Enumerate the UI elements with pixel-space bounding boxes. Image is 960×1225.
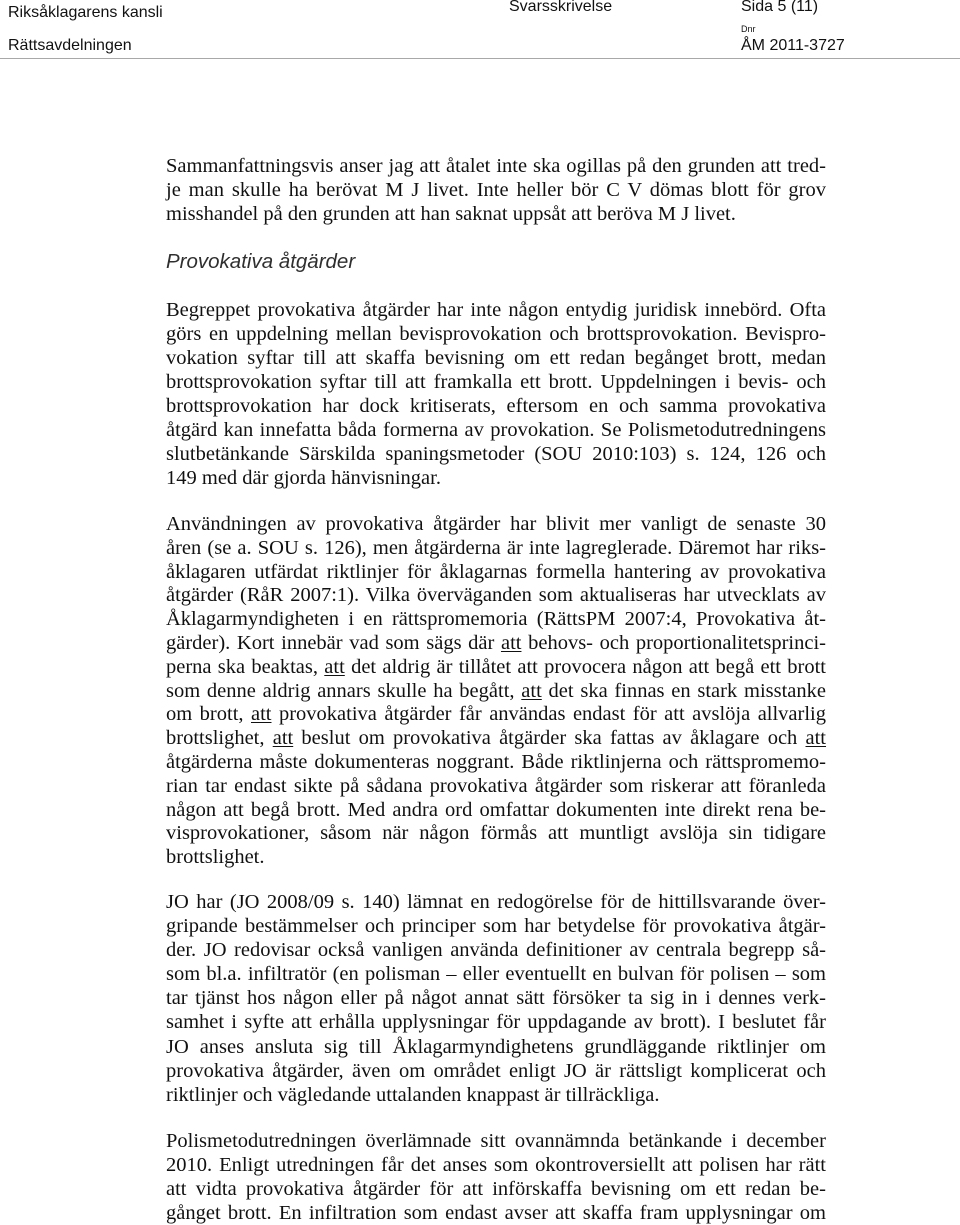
text-segment: JO anses ansluta sig till Åklagarmyndighetens grundläggande riktlinjer om [166, 1035, 826, 1058]
text-segment: provokativa åtgärder får användas endast för att avslöja allvarlig [271, 703, 826, 726]
underlined-word: att [500, 631, 522, 654]
text-segment: brottslighet. [166, 846, 265, 869]
text-segment: 2010. Enligt utredningen får det anses som okontroversiellt att polisen har rätt [166, 1154, 826, 1176]
paragraph [166, 298, 826, 490]
text-segment: gripande bestämmelser och principer som har betydelse för provokativa åtgär- [166, 915, 826, 938]
text-line [166, 202, 826, 226]
text-segment: 149 med där gjorda hänvisningar. [166, 467, 441, 489]
text-line [166, 799, 826, 823]
text-line [166, 418, 826, 442]
text-segment: som bl.a. infiltratör (en polisman – eller eventuellt en bulvan för polisen – som [166, 963, 826, 986]
department-name: Rättsavdelningen [8, 37, 132, 54]
text-line [166, 346, 826, 370]
underlined-word: att [272, 727, 294, 750]
text-line [166, 1177, 826, 1201]
text-segment: vokation syftar till att skaffa bevisning om ett redan begånget brott, medan [166, 347, 826, 369]
text-line [166, 1083, 826, 1107]
text-segment: någon att begå brott. Med andra ord omfattar dokumenten inte direkt rena be- [166, 798, 826, 821]
text-line [166, 1010, 826, 1034]
text-line [166, 656, 826, 680]
section-heading: Provokativa åtgärder [166, 250, 356, 273]
text-segment: gärder). Kort innebär vad som sägs där [166, 631, 501, 654]
text-line [166, 632, 826, 656]
text-line [166, 442, 826, 466]
text-segment: rian tar endast sikte på sådana provokativa åtgärder som riskerar att föranleda [166, 774, 826, 797]
text-segment: je man skulle ha berövat M J livet. Inte heller bör C V dömas blott för grov [166, 179, 826, 201]
text-segment: görs en uppdelning mellan bevisprovokation och brottsprovokation. Bevispro- [166, 323, 826, 345]
text-segment: perna ska beaktas, [166, 655, 325, 678]
underlined-word: att [324, 655, 345, 678]
text-segment: Användningen av provokativa åtgärder har blivit mer vanligt de senaste 30 [166, 513, 826, 535]
paragraph [166, 154, 826, 226]
text-line [166, 890, 826, 914]
text-segment: åren (se a. SOU s. 126), men åtgärderna är inte lagreglerade. Däremot har riks- [166, 536, 826, 559]
text-line [166, 608, 826, 632]
underlined-word: att [521, 679, 542, 702]
text-line [166, 513, 826, 537]
organization-name: Riksåklagarens kansli [8, 4, 163, 21]
text-line [166, 537, 826, 561]
document-type: Svarsskrivelse [509, 0, 613, 15]
text-line [166, 775, 826, 799]
text-segment: Polismetodutredningen överlämnade sitt ovannämnda betänkande i december [166, 1130, 826, 1152]
text-segment: om brott, [166, 703, 251, 726]
text-segment: JO har (JO 2008/09 s. 140) lämnat en redogörelse för de hittillsvarande över- [166, 891, 826, 913]
text-segment: Åklagarmyndigheten i en rättspromemoria (RättsPM 2007:4, Provokativa åt- [166, 608, 826, 631]
text-line [166, 154, 826, 178]
text-segment: åtgärderna måste dokumenteras noggrant. Både riktlinjerna och rättspromemo- [166, 750, 826, 773]
text-line [166, 727, 826, 751]
text-segment: det ska finnas en stark misstanke [541, 679, 826, 702]
text-line [166, 584, 826, 608]
text-segment: provokativa åtgärder, även om området enligt JO är rättsligt komplicerat och [166, 1059, 826, 1082]
paragraph [166, 890, 826, 1107]
text-line [166, 986, 826, 1010]
paragraph [166, 513, 826, 870]
text-line [166, 1059, 826, 1083]
text-line [166, 1129, 826, 1153]
text-line [166, 938, 826, 962]
text-segment: behovs- och proportionalitetsprinci- [521, 631, 826, 654]
text-segment: åtgärder (RåR 2007:1). Vilka överväganden som aktualiseras har utvecklats av [166, 584, 826, 607]
text-line [166, 466, 826, 490]
text-line [166, 680, 826, 704]
text-line [166, 298, 826, 322]
text-line [166, 1153, 826, 1177]
text-segment: slutbetänkande Särskilda spaningsmetoder (SOU 2010:103) s. 124, 126 och [166, 443, 826, 465]
text-segment: Begreppet provokativa åtgärder har inte någon entydig juridisk innebörd. Ofta [166, 299, 826, 321]
text-line [166, 914, 826, 938]
header-divider [0, 58, 960, 59]
text-line [166, 962, 826, 986]
text-segment: riktlinjer och vägledande uttalanden knappast är tillräckliga. [166, 1083, 660, 1106]
text-segment: åtgärd kan innefatta båda formerna av provokation. Se Polismetodutredningens [166, 419, 826, 441]
text-line [166, 751, 826, 775]
text-line [166, 703, 826, 727]
text-segment: gånget brott. En infiltration som endast avser att skaffa fram upplysningar om [166, 1202, 826, 1224]
text-segment: brottslighet, [166, 727, 273, 750]
dnr-label: Dnr [741, 24, 756, 34]
text-line [166, 394, 826, 418]
text-segment: der. JO redovisar också vanligen använda definitioner av centrala begrepp så- [166, 939, 826, 962]
text-segment: att vidta provokativa åtgärder för att införskaffa bevisning om ett redan be- [166, 1178, 826, 1200]
text-line [166, 822, 826, 846]
text-segment: beslut om provokativa åtgärder ska fattas av åklagare och [293, 727, 806, 750]
text-line [166, 370, 826, 394]
text-line [166, 1035, 826, 1059]
dnr-number: ÅM 2011-3727 [741, 37, 845, 54]
text-segment: visprovokationer, såsom när någon förmås att muntligt avslöja sin tidigare [166, 822, 826, 845]
text-segment: som denne aldrig annars skulle ha begått, [166, 679, 522, 702]
text-segment: brottsprovokation syftar till att framkalla ett brott. Uppdelningen i bevis- och [166, 371, 826, 393]
text-segment: Sammanfattningsvis anser jag att åtalet inte ska ogillas på den grunden att tred- [166, 155, 826, 177]
underlined-word: att [805, 727, 827, 750]
text-segment: brottsprovokation har dock kritiserats, eftersom en och samma provokativa [166, 395, 826, 417]
paragraph [166, 1129, 826, 1225]
text-segment: det aldrig är tillåtet att provocera någon att begå ett brott [344, 655, 826, 678]
page-number: Sida 5 (11) [741, 0, 819, 15]
text-line [166, 178, 826, 202]
text-line [166, 846, 826, 870]
text-line [166, 561, 826, 585]
text-line [166, 1201, 826, 1225]
underlined-word: att [251, 703, 272, 726]
text-segment: misshandel på den grunden att han saknat uppsåt att beröva M J livet. [166, 203, 736, 225]
text-line [166, 322, 826, 346]
text-segment: samhet i syfte att erhålla upplysningar för uppdagande av brott). I beslutet får [166, 1011, 826, 1034]
text-segment: åklagaren utfärdat riktlinjer för åklagarnas formella hantering av provokativa [166, 560, 826, 583]
text-segment: tar tjänst hos någon eller på något annat sätt försöker ta sig in i dennes verk- [166, 987, 826, 1010]
